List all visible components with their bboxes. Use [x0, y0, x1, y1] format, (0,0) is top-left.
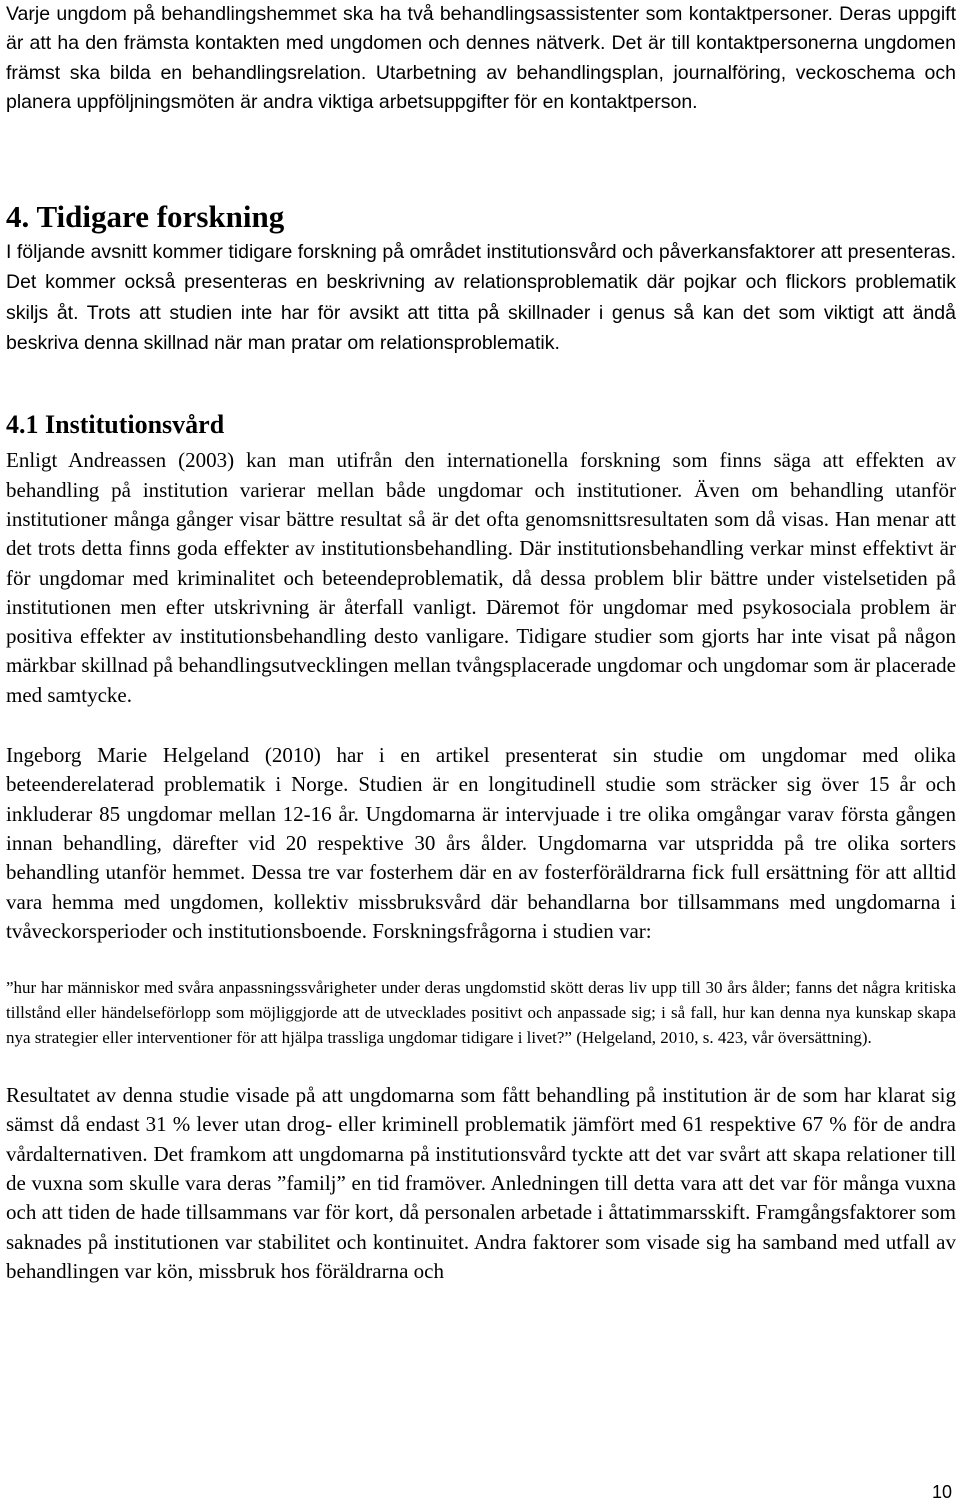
document-page: [6, 0, 956, 1286]
section-heading-4-1: 4.1 Institutionsvård: [6, 410, 225, 440]
section-4-paragraph-part-c: Trots att studien inte har för avsikt att titta på skillnader i genus så kan det som viktigt att ändå beskriva denna skillnad när man pratar om relationsproblematik.: [6, 301, 956, 355]
section-4-1-paragraph-3: Resultatet av denna studie visade på att ungdomarna som fått behandling på institution är de som har klarat sig sämst då endast 31 % lever utan drog- eller kriminell problematik jämfört med 61 respektive 67 % för de andra vårdalternativen. Det framkom att ungdomarna på institutionsvård tyckte att det var svårt att skapa relationer till de vuxna som skulle vara deras ”familj” en tid framöver. Anledningen till detta vara att det var för många vuxna och att tiden de hade tillsammans var för kort, då personalen arbetade i åttatimmarsskift. Framgångsfaktorer som saknades på institutionen var stabilitet och kontinuitet. Andra faktorer som visade sig ha samband med utfall av behandlingen var kön, missbruk hos föräldrarna och: [6, 1083, 956, 1283]
section-heading-4: 4. Tidigare forskning: [6, 199, 285, 235]
section-4-paragraph: [6, 237, 956, 358]
paragraph-gap: [6, 710, 956, 741]
section-4-paragraph-part-b: Det kommer också presenteras en beskrivning av relationsproblematik där pojkar och flickors problematik skiljs åt.: [6, 271, 956, 324]
block-quote-text: ”hur har människor med svåra anpassningssvårigheter under deras ungdomstid skött deras liv upp till 30 års ålder; fanns det några kritiska tillstånd eller händelseförlopp som möjliggjorde att de utvecklades positivt och anpassade sig; i så fall, hur kan denna nya kunskap skapa nya strategier eller interventioner för att hjälpa trassliga ungdomar tidigare i livet?” (Helgeland, 2010, s. 423, vår översättning).: [6, 978, 956, 1048]
page-number: 10: [931, 1482, 952, 1502]
section-4-paragraph-part-a: I följande avsnitt kommer tidigare forskning på området institutionsvård och påverkansfaktorer att presenteras.: [6, 241, 956, 264]
intro-paragraph: Varje ungdom på behandlingshemmet ska ha två behandlingsassistenter som kontaktpersoner. Deras uppgift är att ha den främsta kontakten med ungdomen och dennes nätverk. Det är till kontaktpersonerna ungdomen främst ska bilda en behandlingsrelation. Utarbetning av behandlingsplan, journalföring, veckoschema och planera uppföljningsmöten är andra viktiga arbetsuppgifter för en kontaktperson.: [6, 3, 956, 113]
section-4-1-paragraph-1: Enligt Andreassen (2003) kan man utifrån den internationella forskning som finns säga att effekten av behandling på institution varierar mellan både ungdomar och institutioner. Även om behandling utanför institutioner många gånger visar bättre resultat så är det ofta genomsnittsresultaten som då visas. Han menar att det trots detta finns goda effekter av institutionsbehandling. Där institutionsbehandling verkar minst effektivt är för ungdomar med kriminalitet och beteendeproblematik, då dessa problem blir bättre under vistelsetiden på institutionen men efter utskrivning är återfall vanligt. Däremot för ungdomar med psykosociala problem är positiva effekter av institutionsbehandling desto vanligare. Tidigare studier som gjorts har inte visat på någon märkbar skillnad på behandlingsutvecklingen mellan tvångsplacerade ungdomar och ungdomar som är placerade med samtycke.: [6, 448, 956, 707]
block-quote: [6, 975, 956, 1050]
section-4-1-paragraph-2: Ingeborg Marie Helgeland (2010) har i en artikel presenterat sin studie om ungdomar med olika beteenderelaterad problematik i Norge. Studien är en longitudinell studie som sträcker sig över 15 år och inkluderar 85 ungdomar mellan 12-16 år. Ungdomarna är intervjuade i tre olika omgångar varav första gången innan behandling, därefter vid 20 respektive 30 års ålder. Ungdomarna var utspridda på tre olika sorters behandling utanför hemmet. Dessa tre var fosterhem där en av fosterföräldrarna fick full ersättning för att alltid vara hemma med ungdomen, kollektiv missbruksvård där behandlarna bor tillsammans med ungdomarna i tvåveckorsperioder och institutionsboende. Forskningsfrågorna i studien var:: [6, 743, 956, 943]
